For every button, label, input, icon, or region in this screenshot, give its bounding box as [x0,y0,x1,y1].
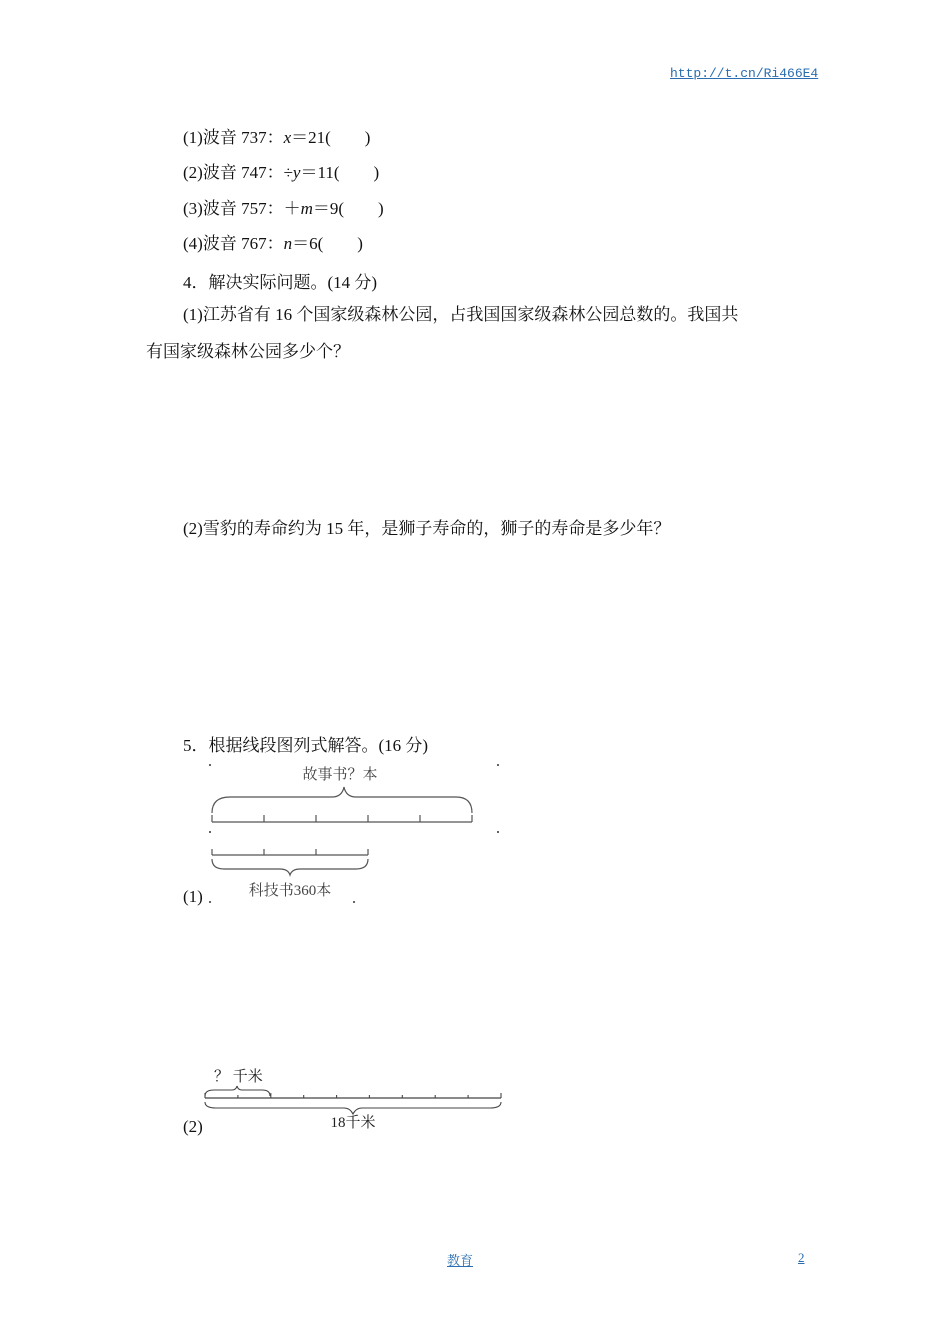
q5-diagram-2-label: (2) [183,1117,203,1136]
diagram-1-dot-tr [497,764,499,766]
footer-link[interactable]: 教育 [447,1253,474,1268]
distance-total-label: 18千米 [330,1115,376,1131]
distance-part-brace [205,1086,270,1096]
diagram-1-dot-bl [209,901,211,903]
q3-item-4-var: n [283,234,293,253]
q4-score: (14 分) [327,273,378,292]
diagram-1-dot-ml [209,831,211,833]
q3-item-3 [183,198,384,220]
q4-heading [183,268,377,293]
q3-item-3-close: ) [378,199,384,218]
q5-heading-text: 5．根据线段图列式解答。 [183,736,379,755]
storybook-label: 故事书？本 [302,767,378,783]
q4-problem-1-line-1: (1)江苏省有 16 个国家级森林公园，占我国国家级森林公园总数的。我国共 [183,305,739,324]
q3-item-4 [183,233,363,255]
q5-heading [183,731,428,756]
q3-item-2 [183,162,379,184]
distance-part-label: ？ 千米 [214,1069,263,1085]
header-link[interactable]: http://t.cn/Ri466E4 [670,66,819,81]
diagram-1-dot-mr [497,831,499,833]
q3-item-3-var: m [300,199,313,218]
q4-heading-text: 4．解决实际问题。 [183,273,328,292]
q5-diagram-1 [200,755,510,910]
science-book-brace [212,859,368,875]
q3-item-1-rest: ＝21( [291,128,331,147]
q4-problem-1-line-2: 有国家级森林公园多少个？ [146,342,350,361]
storybook-brace [212,787,472,813]
q3-item-2-var: y [292,163,301,182]
q5-diagram-2 [200,1062,510,1137]
q3-item-1-close: ) [364,128,371,147]
q3-item-4-rest: ＝6( [292,234,324,253]
q3-item-1-prefix: (1)波音 737： [183,128,284,147]
q3-item-2-prefix: (2)波音 747：÷ [183,163,293,182]
q5-score: (16 分) [378,736,429,755]
page-number[interactable]: 2 [798,1250,805,1265]
q3-item-4-close: ) [357,234,363,253]
q3-item-2-rest: ＝11( [300,163,340,182]
q3-item-2-close: ) [373,163,380,182]
q5-diagram-1-label: (1) [183,887,203,906]
q4-problem-2: (2)雪豹的寿命约为 15 年，是狮子寿命的，狮子的寿命是多少年？ [183,519,671,538]
q3-item-1 [183,127,370,149]
q3-item-1-var: x [283,128,292,147]
distance-ticks [205,1093,501,1098]
diagram-1-dot-br [353,901,355,903]
science-book-label: 科技书360本 [248,883,332,899]
q3-item-3-rest: ＝9( [312,199,345,218]
diagram-1-dot-tl [209,764,211,766]
distance-total-brace [205,1102,501,1114]
q3-item-4-prefix: (4)波音 767： [183,234,284,253]
q3-item-3-prefix: (3)波音 757：＋ [183,199,301,218]
